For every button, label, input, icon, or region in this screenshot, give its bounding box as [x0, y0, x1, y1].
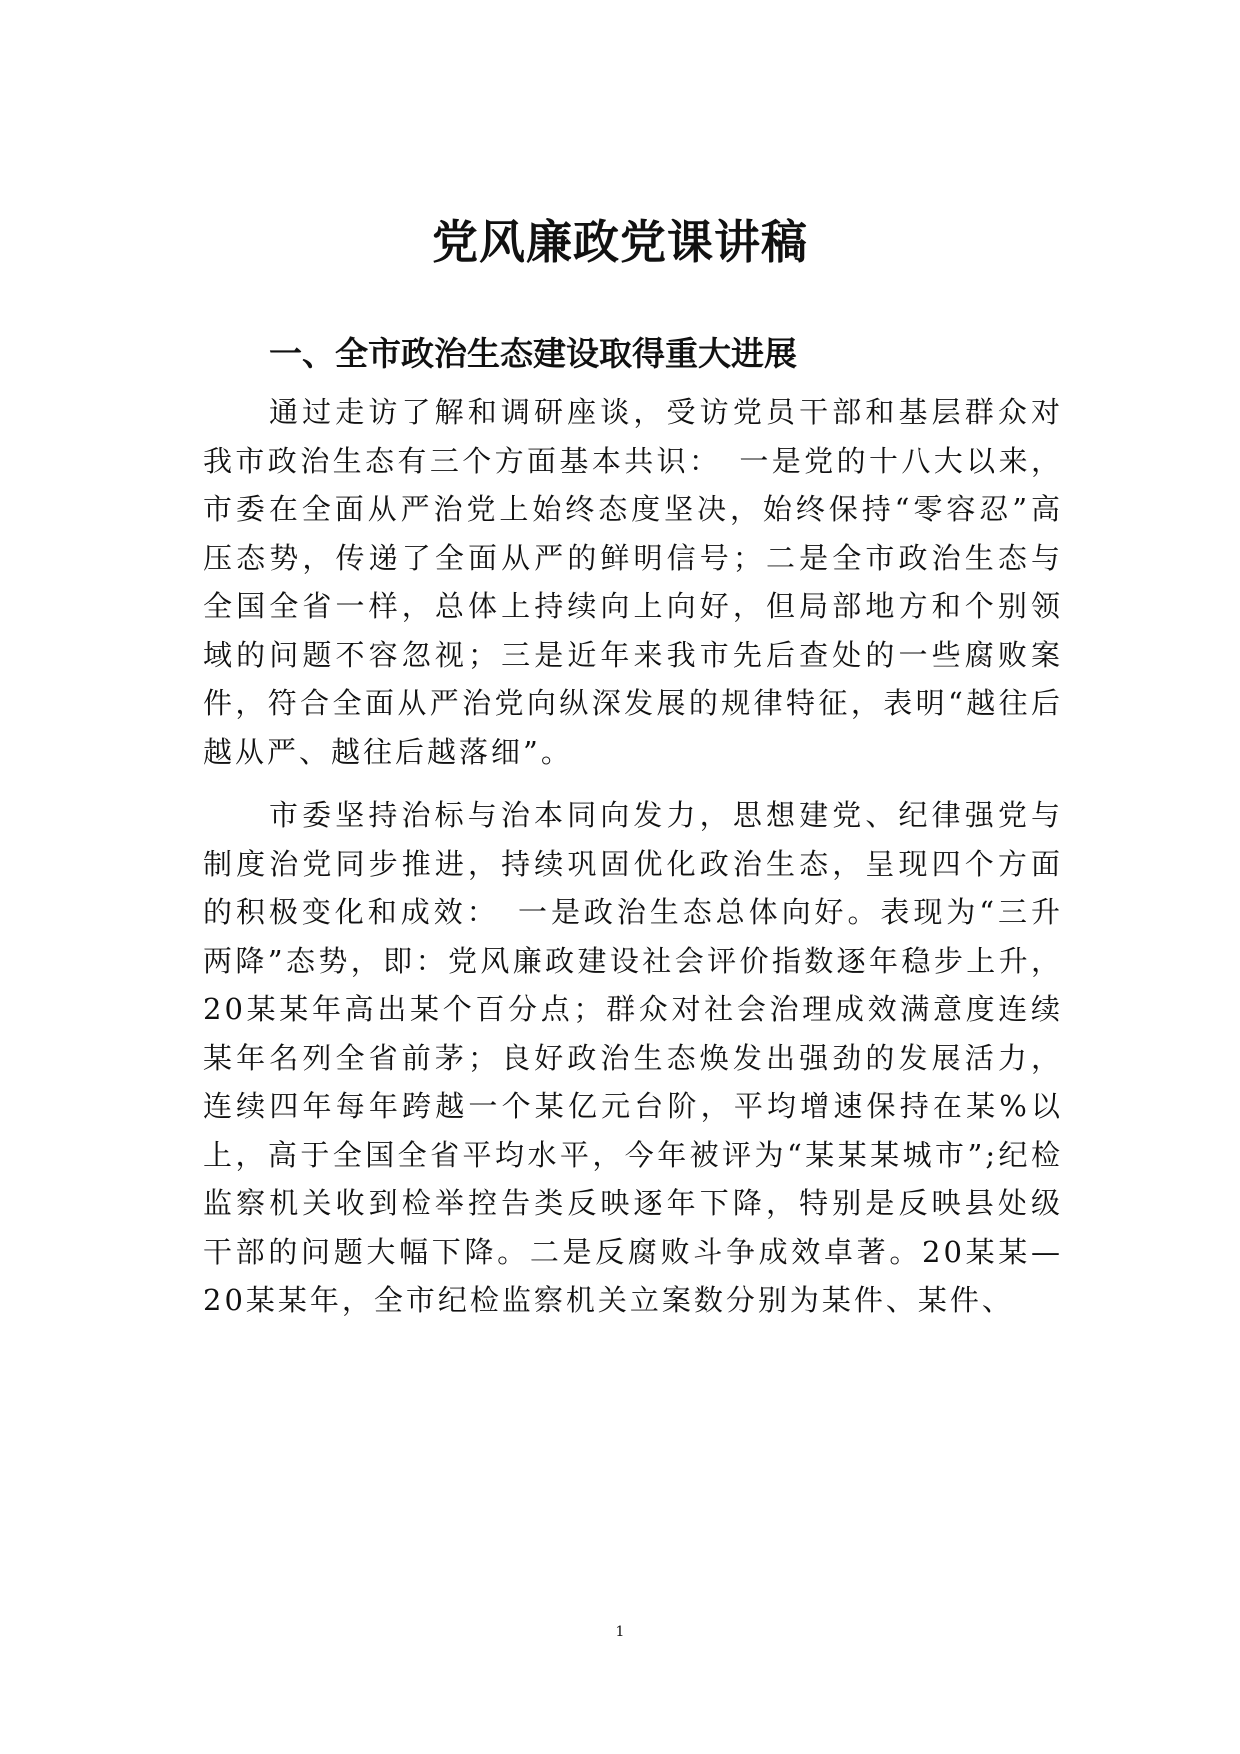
- section-heading: 一、全市政治生态建设取得重大进展: [269, 334, 797, 373]
- body-paragraph-2: 市委坚持治标与治本同向发力，思想建党、纪律强党与制度治党同步推进，持续巩固优化政治生态，呈现四个方面的积极变化和成效： 一是政治生态总体向好。表现为“三升两降”态势，即：党风廉政建设社会评价指数逐年稳步上升，20某某年高出某个百分点；群众对社会治理成效满意度连续某年名列全省前茅；良好政治生态焕发出强劲的发展活力，连续四年每年跨越一个某亿元台阶，平均增速保持在某%以上，高于全国全省平均水平，今年被评为“某某某城市”;纪检监察机关收到检举控告类反映逐年下降，特别是反映县处级干部的问题大幅下降。二是反腐败斗争成效卓著。20某某—20某某年，全市纪检监察机关立案数分别为某件、某件、: [203, 798, 1063, 1317]
- page-number: 1: [615, 1624, 625, 1640]
- document-title: 党风廉政党课讲稿: [432, 215, 808, 269]
- body-paragraph-1: 通过走访了解和调研座谈，受访党员干部和基层群众对我市政治生态有三个方面基本共识： 一是党的十八大以来，市委在全面从严治党上始终态度坚决，始终保持“零容忍”高压态势，传递了全面从严的鲜明信号；二是全市政治生态与全国全省一样，总体上持续向上向好，但局部地方和个别领域的问题不容忽视；三是近年来我市先后查处的一些腐败案件，符合全面从严治党向纵深发展的规律特征，表明“越往后越从严、越往后越落细”。: [203, 395, 1063, 769]
